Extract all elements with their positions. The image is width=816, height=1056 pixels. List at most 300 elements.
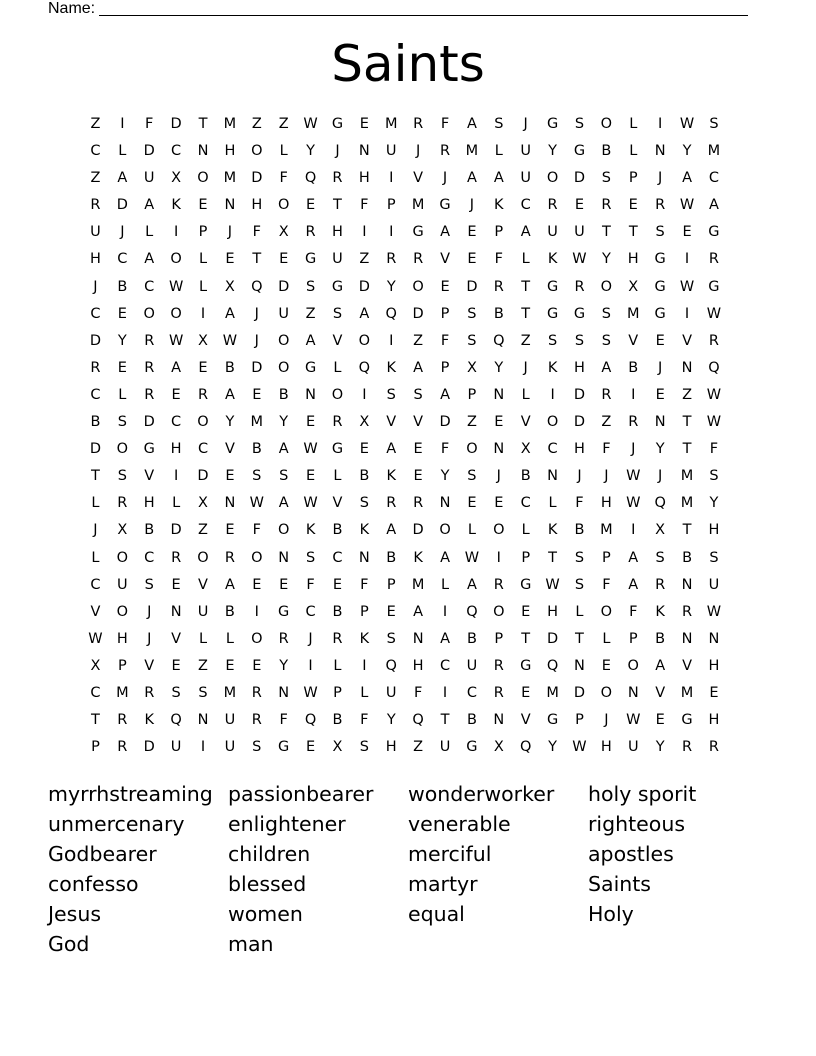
grid-letter: T	[252, 251, 262, 268]
grid-letter: E	[171, 576, 181, 593]
grid-letter: F	[629, 603, 638, 620]
grid-letter: R	[197, 386, 209, 403]
grid-letter: V	[144, 657, 155, 674]
grid-letter: D	[143, 739, 155, 756]
grid-letter: O	[277, 197, 290, 214]
grid-letter: R	[708, 251, 719, 268]
grid-letter: L	[360, 684, 369, 701]
grid-letter: H	[627, 251, 639, 268]
grid-letter: E	[252, 386, 262, 403]
grid-letter: N	[654, 143, 666, 160]
grid-letter: T	[521, 305, 531, 322]
grid-letter: Z	[90, 116, 101, 132]
grid-letter: E	[225, 468, 235, 485]
grid-letter: N	[708, 630, 720, 647]
grid-letter: G	[466, 739, 478, 756]
grid-letter: A	[466, 116, 477, 132]
grid-letter: O	[197, 170, 209, 187]
grid-letter: M	[680, 684, 694, 701]
word-list-item: confesso	[48, 872, 139, 896]
grid-letter: T	[333, 197, 342, 214]
grid-letter: F	[575, 495, 584, 512]
grid-letter: M	[223, 170, 237, 187]
grid-letter: Q	[251, 278, 263, 295]
grid-letter: C	[117, 251, 128, 268]
grid-letter: A	[144, 197, 155, 214]
grid-letter: V	[655, 684, 666, 701]
grid-letter: L	[225, 630, 234, 647]
grid-letter: U	[224, 712, 236, 729]
grid-letter: F	[360, 576, 369, 593]
grid-letter: S	[655, 549, 665, 566]
grid-letter: A	[386, 441, 397, 458]
grid-letter: Z	[305, 305, 316, 322]
grid-letter: W	[303, 441, 318, 458]
grid-letter: B	[332, 712, 343, 729]
grid-letter: E	[117, 305, 127, 322]
grid-letter: E	[252, 657, 262, 674]
grid-letter: N	[278, 549, 290, 566]
grid-letter: T	[682, 414, 692, 431]
grid-letter: C	[439, 657, 451, 674]
grid-letter: R	[413, 495, 424, 512]
grid-letter: D	[547, 630, 559, 647]
grid-letter: V	[171, 630, 182, 647]
grid-letter: J	[469, 197, 475, 214]
grid-letter: W	[572, 251, 587, 268]
grid-letter: I	[631, 522, 636, 539]
grid-letter: I	[362, 657, 367, 674]
grid-letter: N	[358, 143, 370, 160]
grid-letter: I	[442, 684, 448, 701]
grid-letter: M	[250, 414, 264, 431]
grid-letter: K	[547, 359, 558, 376]
word-list-item: blessed	[228, 872, 307, 896]
grid-letter: N	[574, 657, 585, 674]
word-list-item: women	[228, 902, 303, 926]
grid-letter: E	[682, 224, 692, 241]
grid-letter: S	[305, 278, 316, 295]
word-list-item: unmercenary	[48, 812, 185, 836]
grid-letter: Y	[225, 414, 235, 431]
grid-letter: F	[413, 684, 423, 701]
grid-letter: N	[412, 630, 424, 647]
grid-letter: O	[116, 549, 129, 566]
grid-letter: W	[464, 549, 480, 566]
grid-letter: R	[117, 495, 128, 512]
grid-letter: S	[467, 305, 477, 322]
grid-letter: W	[626, 468, 641, 485]
grid-letter: Q	[385, 657, 397, 674]
grid-letter: N	[681, 576, 693, 593]
grid-letter: G	[304, 251, 317, 268]
grid-letter: E	[467, 251, 477, 268]
grid-letter: E	[171, 386, 181, 403]
grid-letter: R	[655, 576, 666, 593]
grid-letter: R	[493, 657, 504, 674]
grid-letter: F	[145, 116, 154, 132]
grid-letter: F	[360, 712, 369, 729]
grid-letter: B	[601, 143, 612, 160]
grid-letter: O	[493, 603, 505, 620]
grid-letter: X	[493, 739, 504, 756]
grid-letter: Y	[306, 143, 315, 160]
grid-letter: B	[520, 468, 531, 485]
grid-letter: T	[198, 116, 208, 132]
grid-letter: N	[439, 495, 451, 512]
grid-letter: S	[386, 630, 396, 647]
grid-letter: W	[706, 414, 722, 431]
grid-letter: H	[224, 143, 236, 160]
grid-letter: T	[91, 468, 100, 485]
grid-letter: L	[91, 495, 100, 512]
grid-letter: H	[332, 224, 343, 241]
grid-letter: S	[117, 468, 127, 485]
grid-letter: F	[279, 712, 288, 729]
grid-letter: K	[171, 197, 181, 214]
grid-letter: E	[521, 684, 531, 701]
grid-letter: R	[332, 414, 343, 431]
grid-letter: M	[546, 684, 559, 701]
grid-letter: D	[573, 386, 586, 403]
grid-letter: O	[493, 522, 505, 539]
grid-letter: D	[466, 278, 478, 295]
grid-letter: H	[600, 495, 612, 512]
grid-letter: Z	[413, 739, 424, 756]
grid-letter: W	[303, 116, 318, 132]
grid-letter: O	[600, 278, 613, 295]
grid-letter: X	[655, 522, 666, 539]
grid-letter: U	[520, 170, 531, 187]
grid-letter: X	[90, 657, 101, 674]
grid-letter: O	[331, 386, 344, 403]
grid-letter: R	[493, 684, 504, 701]
grid-letter: D	[170, 116, 182, 132]
grid-letter: R	[251, 684, 262, 701]
grid-letter: F	[306, 576, 315, 593]
grid-letter: X	[520, 441, 531, 458]
grid-letter: G	[520, 657, 532, 674]
grid-letter: R	[601, 386, 612, 403]
grid-letter: W	[626, 495, 641, 512]
grid-letter: Q	[358, 359, 371, 376]
grid-letter: L	[521, 386, 530, 403]
grid-letter: S	[709, 116, 719, 132]
grid-letter: Z	[601, 414, 612, 431]
grid-letter: Z	[198, 522, 208, 539]
grid-letter: R	[251, 712, 262, 729]
word-list	[48, 779, 768, 959]
grid-letter: Y	[386, 278, 396, 295]
grid-letter: U	[332, 251, 343, 268]
grid-letter: E	[709, 684, 719, 701]
grid-letter: A	[682, 170, 692, 187]
grid-letter: G	[573, 305, 586, 322]
word-list-item: God	[48, 932, 90, 956]
grid-letter: D	[573, 684, 586, 701]
grid-letter: R	[386, 251, 397, 268]
grid-letter: J	[308, 630, 313, 647]
grid-letter: E	[655, 386, 665, 403]
grid-letter: E	[198, 197, 208, 214]
grid-letter: U	[90, 224, 101, 241]
grid-letter: S	[386, 386, 396, 403]
grid-letter: B	[278, 386, 289, 403]
grid-letter: V	[144, 468, 155, 485]
grid-letter: A	[144, 251, 155, 268]
grid-letter: L	[602, 630, 611, 647]
word-list-item: apostles	[588, 842, 674, 866]
grid-letter: D	[573, 170, 586, 187]
grid-letter: V	[332, 495, 343, 512]
grid-letter: S	[601, 170, 611, 187]
grid-letter: S	[467, 332, 477, 349]
grid-letter: M	[384, 116, 398, 132]
grid-letter: B	[224, 603, 235, 620]
grid-letter: L	[548, 495, 557, 512]
word-list-item: man	[228, 932, 274, 956]
grid-letter: Q	[304, 712, 317, 729]
grid-letter: C	[90, 684, 101, 701]
grid-letter: E	[655, 712, 665, 729]
grid-letter: S	[413, 386, 423, 403]
grid-letter: C	[171, 143, 182, 160]
grid-letter: H	[143, 495, 155, 512]
grid-letter: S	[574, 332, 585, 349]
grid-letter: H	[600, 739, 612, 756]
grid-letter: J	[93, 278, 98, 295]
grid-letter: Y	[279, 657, 289, 674]
grid-letter: J	[147, 630, 152, 647]
grid-letter: L	[494, 143, 503, 160]
grid-letter: H	[412, 657, 424, 674]
grid-letter: Y	[682, 143, 692, 160]
grid-letter: S	[574, 576, 585, 593]
grid-letter: A	[628, 549, 639, 566]
grid-letter: H	[708, 712, 720, 729]
grid-letter: R	[278, 630, 289, 647]
grid-letter: C	[305, 603, 316, 620]
grid-letter: C	[144, 549, 155, 566]
grid-letter: Q	[654, 495, 666, 512]
grid-letter: Y	[386, 712, 396, 729]
grid-letter: D	[251, 170, 263, 187]
grid-letter: H	[547, 603, 559, 620]
word-list-item: merciful	[408, 842, 492, 866]
grid-letter: S	[359, 739, 369, 756]
grid-letter: J	[227, 224, 233, 241]
grid-letter: O	[600, 603, 613, 620]
grid-letter: R	[144, 684, 155, 701]
grid-letter: O	[546, 170, 559, 187]
grid-letter: L	[198, 630, 208, 647]
grid-letter: Y	[709, 495, 719, 512]
grid-letter: K	[494, 197, 504, 214]
grid-letter: A	[520, 224, 531, 241]
grid-letter: X	[117, 522, 128, 539]
name-blank-line	[99, 15, 748, 16]
grid-letter: H	[385, 739, 397, 756]
grid-letter: A	[655, 657, 666, 674]
grid-letter: N	[224, 495, 236, 512]
grid-letter: P	[467, 386, 477, 403]
grid-letter: P	[494, 224, 504, 241]
grid-letter: H	[708, 522, 720, 539]
grid-letter: A	[171, 359, 182, 376]
grid-letter: M	[223, 116, 237, 132]
grid-letter: L	[629, 143, 638, 160]
grid-letter: C	[547, 441, 558, 458]
grid-letter: T	[548, 549, 558, 566]
grid-letter: G	[278, 739, 290, 756]
grid-letter: L	[279, 143, 288, 160]
grid-letter: S	[655, 224, 665, 241]
grid-letter: V	[440, 251, 450, 268]
grid-letter: K	[386, 468, 396, 485]
grid-letter: A	[440, 549, 450, 566]
grid-letter: W	[706, 603, 722, 620]
grid-letter: R	[171, 549, 182, 566]
grid-letter: J	[120, 224, 125, 241]
grid-letter: K	[305, 522, 316, 539]
grid-letter: A	[413, 603, 424, 620]
grid-letter: S	[198, 684, 208, 701]
grid-letter: C	[171, 414, 182, 431]
grid-letter: M	[680, 468, 694, 485]
grid-letter: D	[358, 278, 370, 295]
grid-letter: O	[412, 278, 424, 295]
grid-letter: S	[252, 739, 262, 756]
grid-letter: L	[172, 495, 181, 512]
grid-letter: T	[628, 224, 638, 241]
grid-letter: S	[252, 468, 262, 485]
grid-letter: N	[493, 441, 505, 458]
grid-letter: G	[304, 359, 317, 376]
grid-letter: T	[601, 224, 611, 241]
grid-letter: R	[332, 170, 343, 187]
grid-letter: S	[709, 468, 719, 485]
grid-letter: V	[413, 414, 424, 431]
word-list-item: Saints	[588, 872, 651, 896]
grid-letter: O	[170, 251, 182, 268]
grid-letter: O	[251, 143, 263, 160]
grid-letter: B	[493, 305, 504, 322]
grid-letter: G	[546, 712, 559, 729]
grid-letter: Z	[520, 332, 531, 349]
grid-letter: F	[602, 441, 611, 458]
grid-letter: L	[118, 386, 127, 403]
grid-letter: Y	[601, 251, 611, 268]
grid-letter: P	[386, 197, 396, 214]
grid-letter: I	[684, 305, 690, 322]
grid-letter: M	[411, 197, 425, 214]
grid-letter: R	[682, 739, 693, 756]
grid-letter: V	[413, 170, 424, 187]
grid-letter: U	[224, 739, 236, 756]
grid-letter: I	[173, 468, 179, 485]
grid-letter: W	[572, 739, 587, 756]
grid-letter: F	[279, 170, 288, 187]
grid-letter: S	[467, 468, 477, 485]
grid-letter: F	[440, 116, 450, 132]
grid-letter: P	[601, 549, 611, 566]
grid-letter: E	[225, 657, 235, 674]
grid-letter: H	[251, 197, 263, 214]
grid-letter: H	[170, 441, 182, 458]
grid-letter: W	[679, 197, 695, 214]
grid-letter: S	[144, 576, 154, 593]
grid-letter: I	[120, 116, 125, 132]
grid-letter: R	[413, 116, 424, 132]
grid-letter: P	[628, 170, 638, 187]
grid-letter: K	[144, 712, 154, 729]
grid-letter: P	[198, 224, 208, 241]
grid-letter: E	[494, 495, 504, 512]
grid-letter: E	[386, 603, 396, 620]
grid-letter: L	[521, 251, 530, 268]
grid-letter: Q	[385, 305, 397, 322]
grid-letter: Z	[251, 116, 262, 132]
grid-letter: B	[682, 549, 693, 566]
grid-letter: J	[631, 441, 636, 458]
grid-letter: E	[467, 224, 477, 241]
grid-letter: C	[332, 549, 343, 566]
grid-letter: A	[278, 441, 289, 458]
grid-letter: P	[628, 630, 638, 647]
grid-letter: M	[627, 305, 640, 322]
grid-letter: O	[358, 332, 371, 349]
grid-letter: D	[89, 332, 102, 349]
grid-letter: X	[628, 278, 639, 295]
grid-letter: V	[682, 332, 692, 349]
grid-letter: R	[224, 549, 235, 566]
grid-letter: E	[601, 657, 611, 674]
grid-letter: U	[547, 224, 558, 241]
grid-letter: A	[440, 386, 450, 403]
grid-letter: E	[198, 359, 208, 376]
word-list-item: children	[228, 842, 311, 866]
grid-letter: G	[708, 278, 720, 295]
grid-letter: N	[197, 143, 209, 160]
grid-letter: A	[413, 359, 424, 376]
grid-letter: J	[147, 603, 152, 620]
grid-letter: B	[386, 549, 397, 566]
grid-letter: L	[575, 603, 584, 620]
grid-letter: A	[601, 359, 612, 376]
grid-letter: D	[116, 197, 128, 214]
grid-letter: R	[144, 359, 155, 376]
grid-letter: D	[89, 441, 102, 458]
grid-letter: G	[573, 143, 586, 160]
grid-letter: R	[628, 414, 639, 431]
grid-letter: I	[631, 386, 636, 403]
word-list-item: myrrhstreaming	[48, 782, 213, 806]
word-list-item: holy sporit	[588, 782, 697, 806]
grid-letter: C	[90, 143, 101, 160]
grid-letter: E	[413, 468, 423, 485]
grid-letter: H	[574, 441, 585, 458]
grid-letter: C	[90, 305, 101, 322]
grid-letter: J	[523, 359, 528, 376]
grid-letter: G	[681, 712, 693, 729]
grid-letter: S	[574, 549, 585, 566]
grid-letter: U	[143, 170, 155, 187]
grid-letter: V	[332, 332, 343, 349]
grid-letter: I	[200, 305, 206, 322]
grid-letter: W	[706, 305, 722, 322]
grid-letter: I	[658, 116, 663, 132]
grid-letter: E	[225, 522, 235, 539]
